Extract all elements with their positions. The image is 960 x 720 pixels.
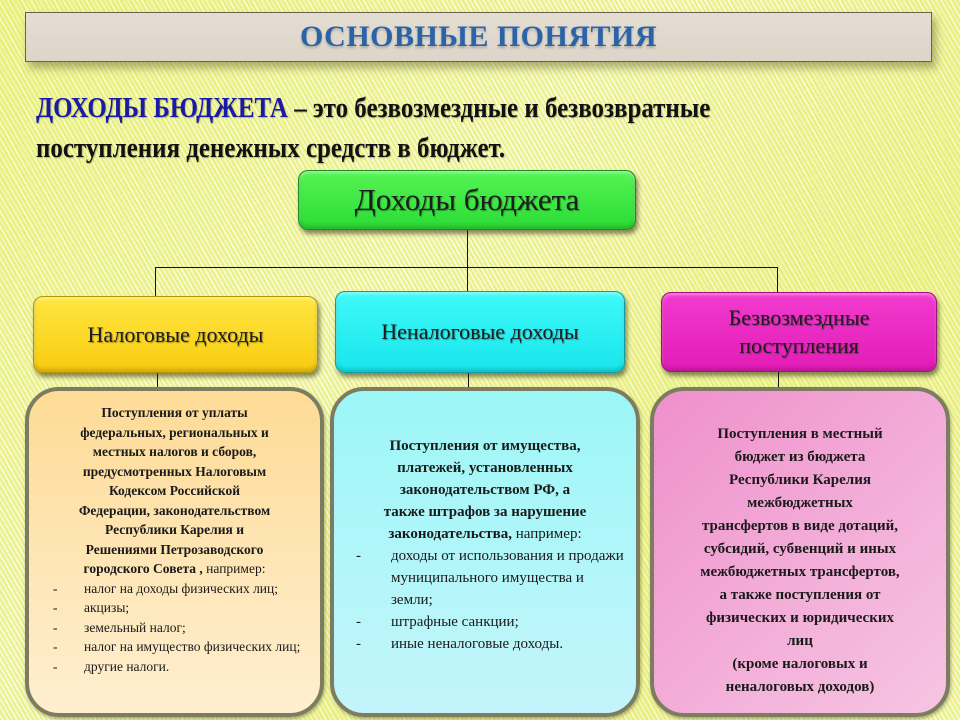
intro-line: федеральных, региональных и <box>80 424 269 440</box>
category-nontax-label: Неналоговые доходы <box>381 319 579 344</box>
root-node-budget-revenues <box>298 170 636 230</box>
text-line: межбюджетных <box>747 495 853 511</box>
definition-term: ДОХОДЫ БЮДЖЕТА <box>36 92 288 124</box>
intro-line: предусмотренных Налоговым <box>82 463 267 479</box>
category-free-label <box>729 304 870 360</box>
text-line: бюджет из бюджета <box>734 449 866 465</box>
text-line: межбюджетных трансфертов, <box>700 564 900 580</box>
intro-line: законодательства, например: <box>388 526 582 542</box>
category-tax-revenues <box>33 296 318 373</box>
definition-rest: – это безвозмездные и безвозвратные <box>287 92 711 124</box>
slide-title: ОСНОВНЫЕ ПОНЯТИЯ <box>299 20 658 53</box>
detail-nontax-revenues <box>330 387 640 717</box>
list-item: - земельный налог; <box>53 619 186 635</box>
intro-line: также штрафов за нарушение <box>383 504 587 520</box>
list-item: - налог на доходы физических лиц; <box>53 580 279 596</box>
connector-free-down <box>777 267 778 292</box>
definition-line-2: поступления денежных средств в бюджет. <box>36 132 506 164</box>
title-banner <box>25 12 932 62</box>
text-line: субсидий, субвенций и иных <box>703 541 897 557</box>
list-item: - акцизы; <box>53 600 130 615</box>
text-line: лиц <box>787 633 813 649</box>
text-line: неналоговых доходов) <box>725 679 875 695</box>
detail-nontax-intro <box>346 435 624 545</box>
connector-tax-down <box>155 267 156 296</box>
intro-line: Решениями Петрозаводского <box>85 541 264 557</box>
definition-line-1 <box>36 88 930 128</box>
intro-line: городского Совета , например: <box>83 561 266 576</box>
tax-examples-list <box>41 579 308 677</box>
category-gratuitous-receipts <box>661 292 937 372</box>
intro-line: Федерации, законодательством <box>78 502 271 518</box>
text-line: физических и юридических <box>706 610 894 626</box>
intro-line: платежей, установленных <box>397 460 573 476</box>
root-node-label: Доходы бюджета <box>354 182 580 217</box>
connector-horizontal <box>155 267 778 268</box>
detail-tax-revenues <box>25 387 324 717</box>
list-item: - штрафные санкции; <box>356 614 519 630</box>
intro-line: Поступления от уплаты <box>101 405 248 420</box>
text-line: Республики Карелия <box>729 472 871 488</box>
intro-line: местных налогов и сборов, <box>92 444 257 459</box>
category-tax-label: Налоговые доходы <box>87 321 264 347</box>
list-item: - доходы от использования и продажи муниципального имущества и земли; <box>356 548 624 608</box>
text-line: трансфертов в виде дотаций, <box>701 518 899 534</box>
category-nontax-revenues <box>335 291 625 373</box>
text-line: а также поступления от <box>719 587 881 603</box>
text-line: (кроме налоговых и <box>732 656 868 672</box>
text-line: Поступления в местный <box>717 426 883 442</box>
list-item: - налог на имущество физических лиц; <box>53 639 301 654</box>
category-free-label-line-1: Безвозмездные <box>728 305 870 330</box>
nontax-examples-list <box>346 545 624 655</box>
intro-line: Республики Карелия и <box>105 522 244 537</box>
intro-line: Кодексом Российской <box>108 483 241 498</box>
list-item: - иные неналоговые доходы. <box>356 636 564 652</box>
detail-gratuitous-receipts <box>650 387 950 717</box>
intro-line: законодательством РФ, а <box>399 482 571 498</box>
detail-tax-intro <box>41 403 308 579</box>
connector-root-down <box>467 230 468 291</box>
category-free-label-line-2: поступления <box>739 333 859 358</box>
definition-text <box>36 88 930 168</box>
intro-line: Поступления от имущества, <box>389 438 581 454</box>
list-item: - другие налоги. <box>53 658 170 674</box>
